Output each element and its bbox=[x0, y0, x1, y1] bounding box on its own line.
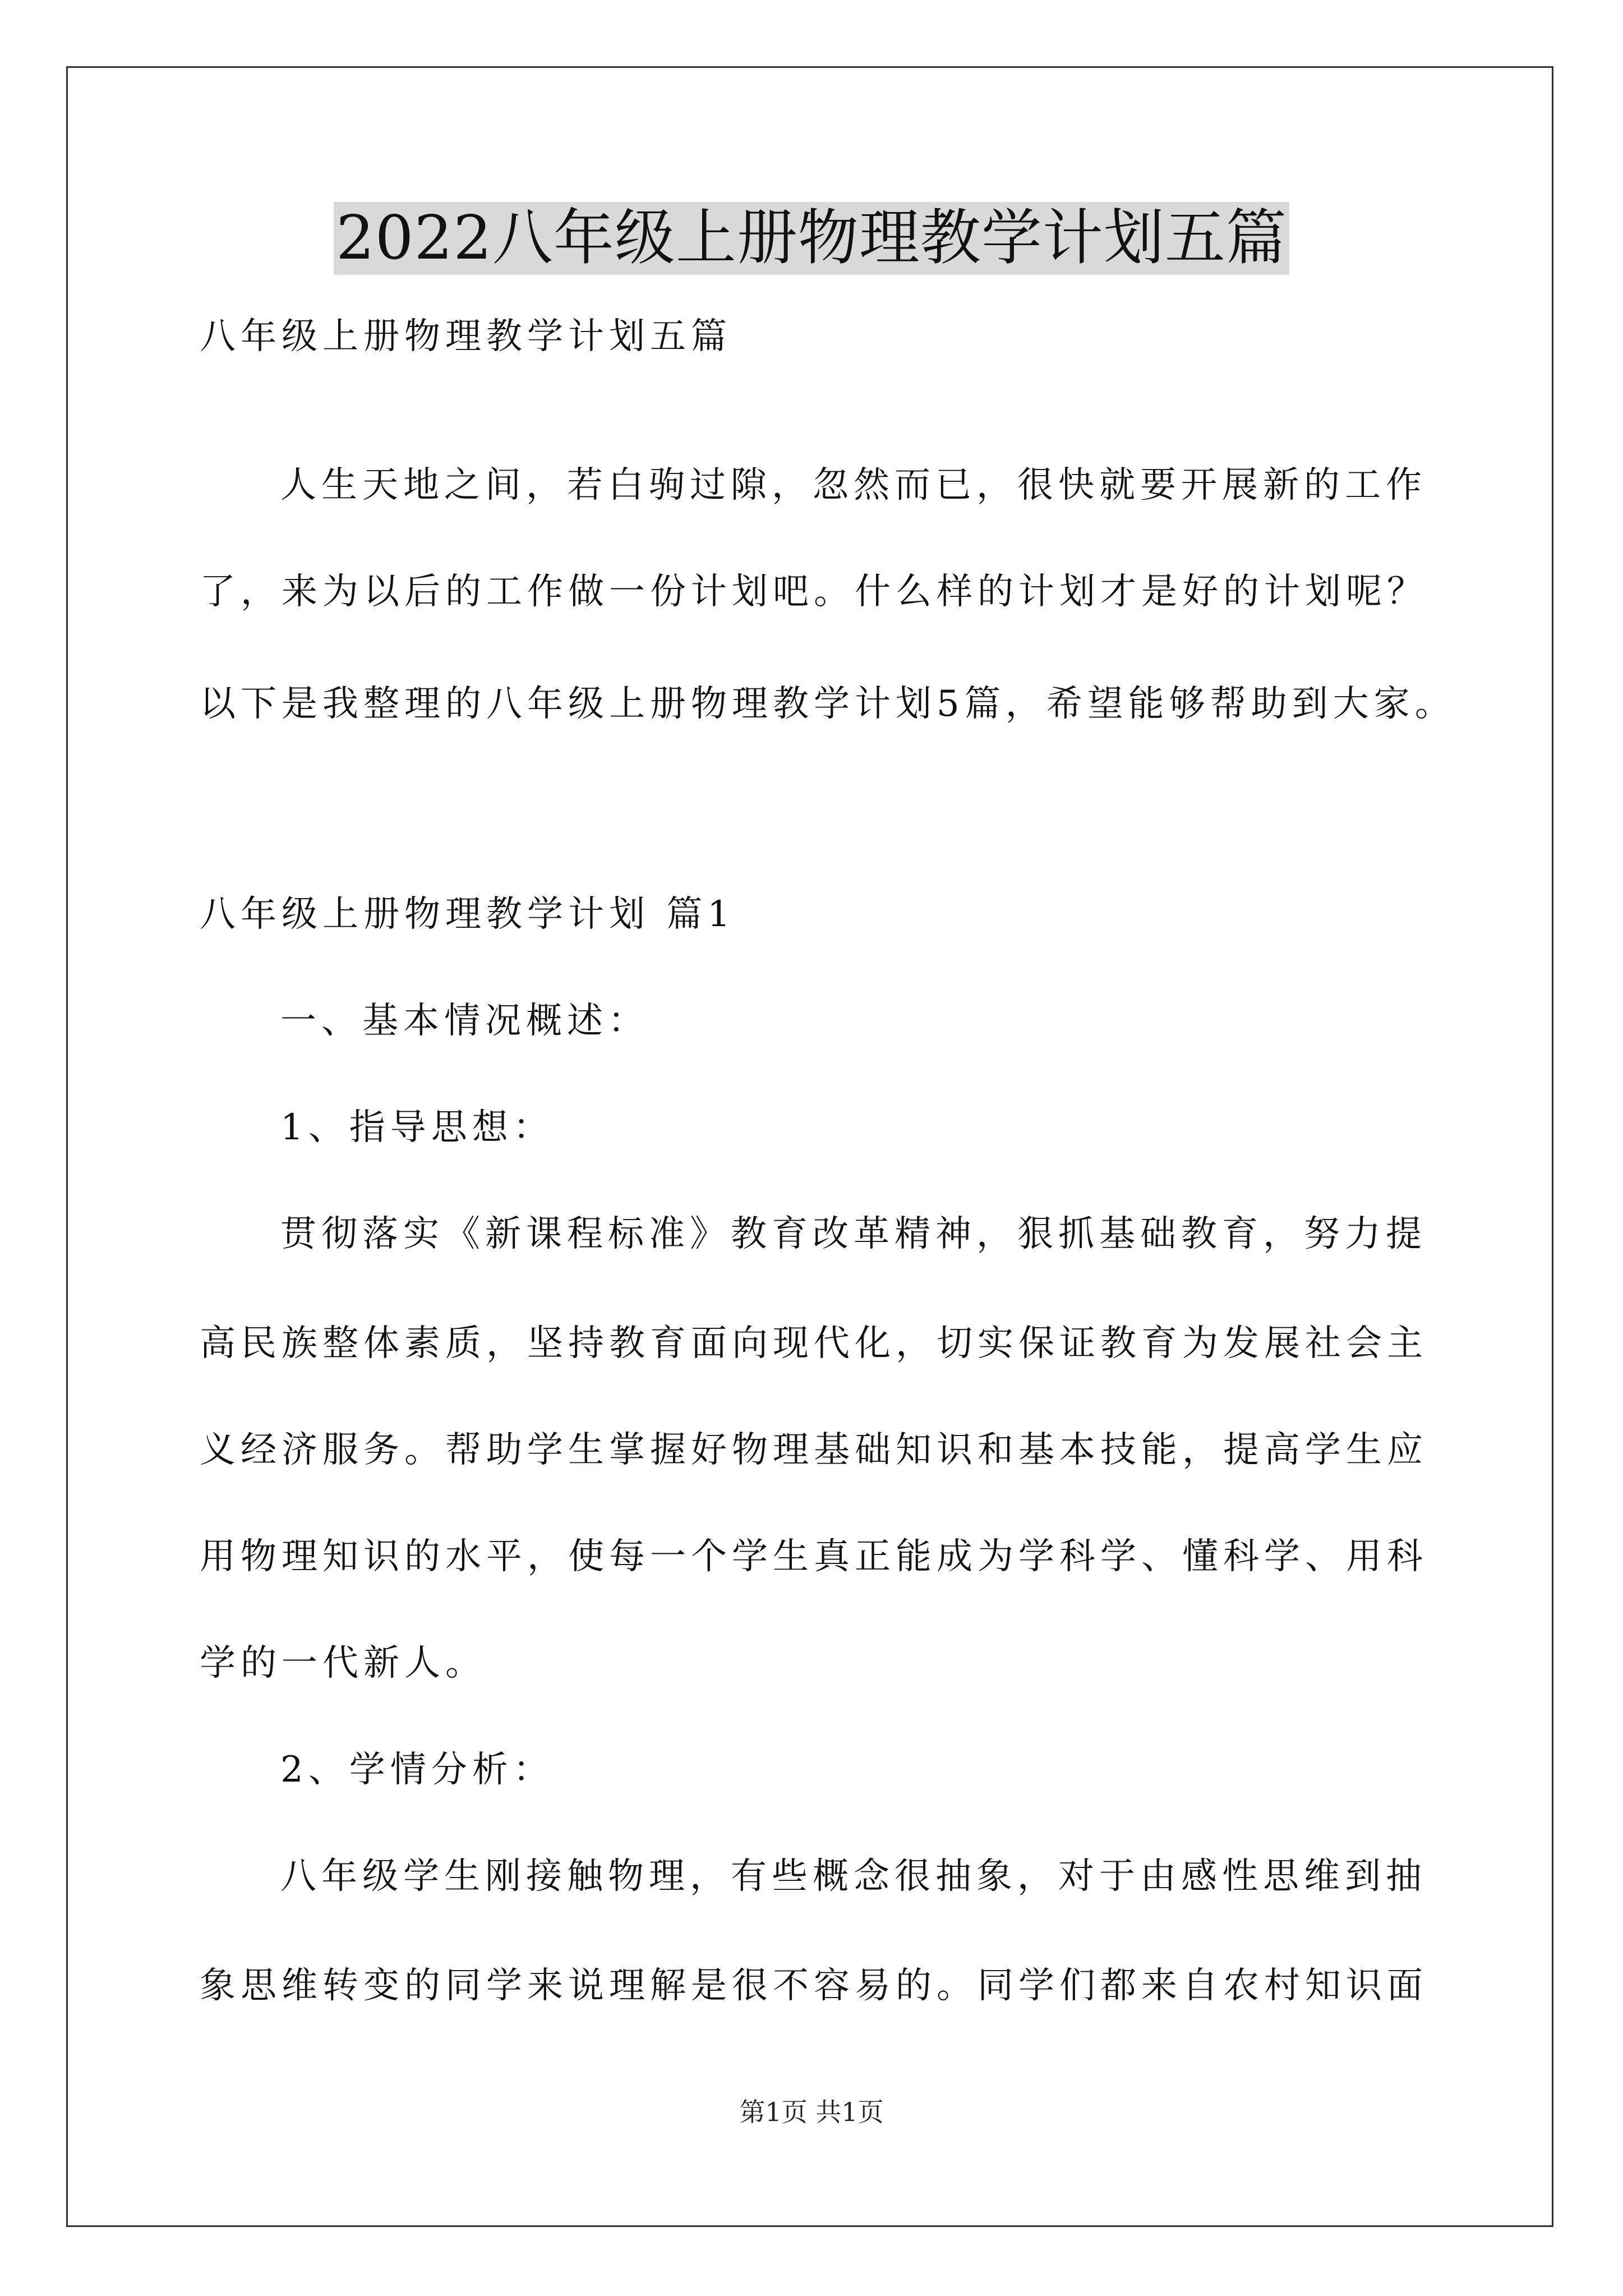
para-1-line-5: 学的一代新人。 bbox=[200, 1642, 486, 1684]
para-2-line-2: 象思维转变的同学来说理解是很不容易的。同学们都来自农村知识面 bbox=[200, 1965, 1428, 2007]
para-1-line-2: 高民族整体素质，坚持教育面向现代化，切实保证教育为发展社会主 bbox=[200, 1323, 1428, 1364]
page-footer bbox=[0, 2095, 1623, 2129]
heading-basic-overview: 一、基本情况概述： bbox=[280, 1000, 649, 1042]
title-container bbox=[0, 202, 1623, 275]
section-heading: 八年级上册物理教学计划 篇1 bbox=[200, 894, 736, 935]
para-1-line-4: 用物理知识的水平，使每一个学生真正能成为学科学、懂科学、用科 bbox=[200, 1536, 1428, 1577]
document-title: 2022八年级上册物理教学计划五篇 bbox=[334, 202, 1289, 275]
heading-student-analysis: 2、学情分析： bbox=[280, 1749, 554, 1791]
para-2-line-1: 八年级学生刚接触物理，有些概念很抽象，对于由感性思维到抽 bbox=[280, 1856, 1427, 1897]
intro-line-1: 人生天地之间，若白驹过隙，忽然而已，很快就要开展新的工作 bbox=[280, 464, 1427, 506]
page-number: 第1页 共1页 bbox=[739, 2097, 884, 2127]
document-subtitle: 八年级上册物理教学计划五篇 bbox=[200, 316, 732, 357]
para-1-line-3: 义经济服务。帮助学生掌握好物理基础知识和基本技能，提高学生应 bbox=[200, 1429, 1428, 1471]
heading-guiding-thought: 1、指导思想： bbox=[280, 1107, 554, 1148]
intro-line-2: 了，来为以后的工作做一份计划吧。什么样的计划才是好的计划呢？ bbox=[200, 571, 1428, 613]
intro-line-3: 以下是我整理的八年级上册物理教学计划5篇，希望能够帮助到大家。 bbox=[200, 683, 1456, 725]
para-1-line-1: 贯彻落实《新课程标准》教育改革精神，狠抓基础教育，努力提 bbox=[280, 1213, 1427, 1255]
